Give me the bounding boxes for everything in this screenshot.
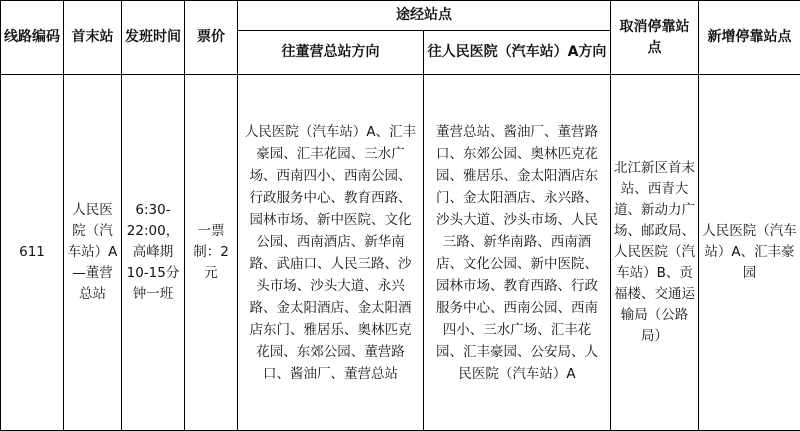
- cell-stops-to-dongying: 人民医院（汽车站）A、汇丰豪园、汇丰花园、三水广场、西南四小、西南公园、行政服务中心、教育西路、园林市场、新中医院、文化公园、西南酒店、新华南路、武庙口、人民三路、沙头市场、沙头大道、永兴路、金太阳酒店、金太阳酒店东门、雅居乐、奥林匹克花园、东郊公园、董营路口、酱油厂、董营总站: [238, 75, 424, 431]
- table-row: [1, 75, 800, 431]
- header-terminals: 首末站: [64, 1, 122, 75]
- header-cancelled-stops: 取消停靠站点: [611, 1, 699, 75]
- header-row-1: [1, 1, 800, 31]
- header-route-code: 线路编码: [1, 1, 64, 75]
- header-departure-time: 发班时间: [122, 1, 185, 75]
- cell-route-code: 611: [1, 75, 64, 431]
- header-fare: 票价: [185, 1, 238, 75]
- header-added-stops: 新增停靠站点: [699, 1, 800, 75]
- cell-terminals: 人民医院（汽车站）A—董营总站: [64, 75, 122, 431]
- cell-added-stops: 人民医院（汽车站）A、汇丰豪园: [699, 75, 800, 431]
- cell-fare: 一票制：2元: [185, 75, 238, 431]
- header-stops: 途经站点: [238, 1, 611, 31]
- cell-departure-time: 6:30-22:00，高峰期10-15分钟一班: [122, 75, 185, 431]
- header-to-hospital: 往人民医院（汽车站）A方向: [424, 31, 611, 75]
- cell-cancelled-stops: 北江新区首末站、西青大道、新动力广场、邮政局、人民医院（汽车站）B、贡福楼、交通运输局（公路局）: [611, 75, 699, 431]
- header-to-dongying: 往董营总站方向: [238, 31, 424, 75]
- cell-stops-to-hospital: 董营总站、酱油厂、董营路口、东郊公园、奥林匹克花园、雅居乐、金太阳酒店东门、金太阳酒店、永兴路、沙头大道、沙头市场、人民三路、新华南路、西南酒店、文化公园、新中医院、园林市场、教育西路、行政服务中心、西南公园、西南四小、三水广场、汇丰花园、汇丰豪园、公安局、人民医院（汽车站）A: [424, 75, 611, 431]
